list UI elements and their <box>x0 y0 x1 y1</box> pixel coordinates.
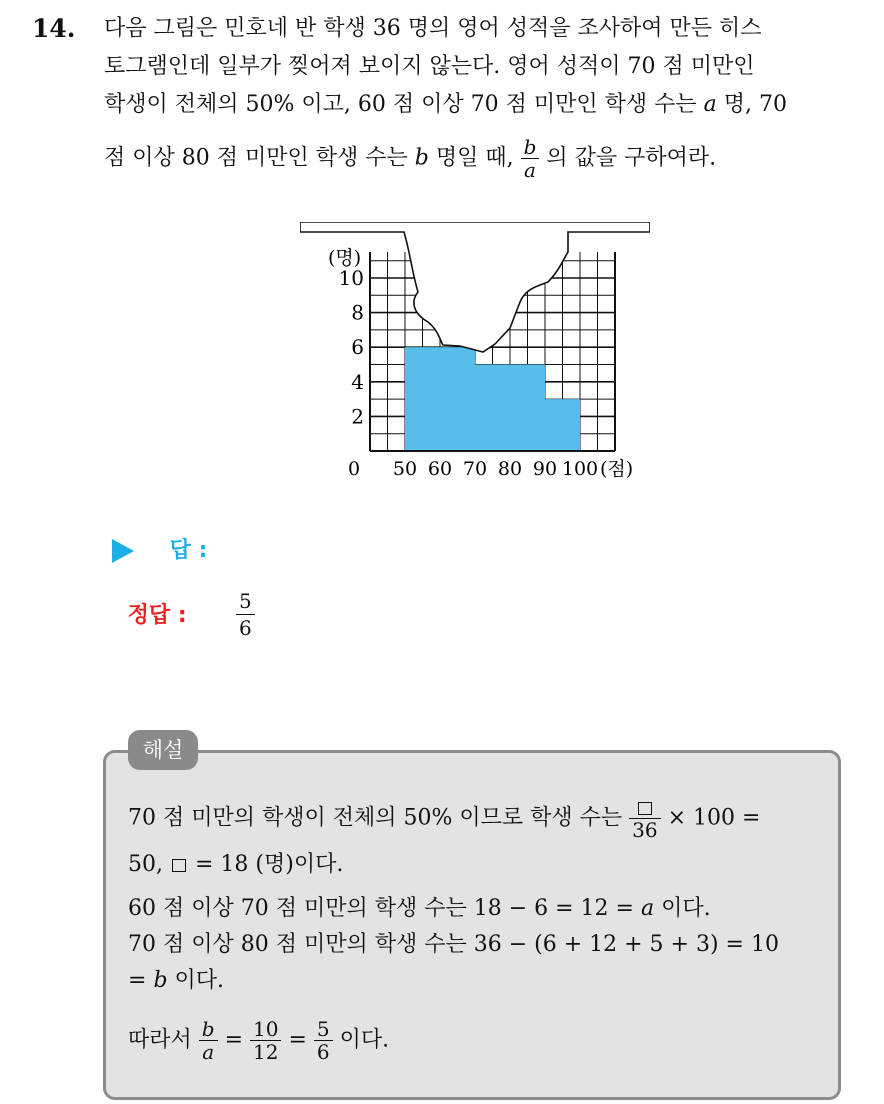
solution-text-2b: = 18 (명)이다. <box>195 852 344 877</box>
solution-text-3: 60 점 이상 70 점 미만의 학생 수는 18 − 6 = 12 = <box>128 896 634 921</box>
x-tick-label: 90 <box>532 458 558 480</box>
question-text-line-3 <box>104 90 787 120</box>
solution-tag: 해설 <box>128 730 198 770</box>
y-tick-label: 2 <box>351 404 364 429</box>
solution-variable-b: b <box>153 968 168 993</box>
solution-line-3 <box>128 894 711 924</box>
solution-line-4: 70 점 이상 80 점 미만의 학생 수는 36 − (6 + 12 + 5 + 3) = 10 <box>128 932 779 957</box>
solution-equals-2: = <box>288 1027 307 1053</box>
solution-text-1a: 70 점 미만의 학생이 전체의 50% 이므로 학생 수는 <box>128 805 623 831</box>
variable-a: a <box>703 92 717 117</box>
x-tick-label-0: 0 <box>347 458 361 480</box>
solution-text-6: 따라서 <box>128 1027 192 1053</box>
solution-fraction-5-6 <box>314 1018 333 1063</box>
x-tick-label: 100 <box>561 458 599 480</box>
solution-equals-1: = <box>224 1027 244 1053</box>
solution-text-5: = <box>128 968 147 993</box>
answer-row <box>112 533 207 564</box>
solution-variable-a: a <box>640 896 655 921</box>
blank-box-icon <box>172 859 186 872</box>
y-tick-label: 6 <box>351 335 364 360</box>
answer-label: 답 : <box>169 538 208 563</box>
solution-frac-num-b: b <box>199 1018 218 1041</box>
question-text-4a: 점 이상 80 점 미만인 학생 수는 <box>104 145 408 171</box>
solution-text-3-end: 이다. <box>661 896 711 921</box>
histogram-bar-70-80 <box>475 365 510 452</box>
solution-text-1b: × 100 = <box>667 805 761 831</box>
solution-fraction-10-12 <box>250 1018 281 1063</box>
question-text-4b: 명일 때, <box>435 145 514 171</box>
question-text-line-1: 다음 그림은 민호네 반 학생 36 명의 영어 성적을 조사하여 만든 히스 <box>104 16 762 41</box>
y-tick-label: 4 <box>351 369 364 394</box>
correct-answer-denominator: 6 <box>239 616 252 640</box>
histogram-bar-50-60 <box>405 347 440 451</box>
solution-frac-den-6: 6 <box>316 1040 330 1064</box>
question-text-line-2: 토그램인데 일부가 찢어져 보이지 않는다. 영어 성적이 70 점 미만인 <box>104 54 755 79</box>
blank-box-icon <box>638 802 652 815</box>
x-tick-label: 50 <box>392 458 418 480</box>
fraction-b-over-a <box>521 136 540 181</box>
solution-line-6 <box>128 1018 389 1063</box>
solution-fraction-b-a <box>199 1018 218 1063</box>
solution-frac-den-a: a <box>202 1040 215 1064</box>
question-number: 14. <box>32 14 76 43</box>
solution-frac-den-12: 12 <box>253 1040 279 1064</box>
solution-text-2a: 50, <box>128 852 163 877</box>
histogram-bar-90-100 <box>545 399 580 451</box>
correct-answer-numerator: 5 <box>236 588 255 615</box>
x-tick-label: 70 <box>462 458 488 480</box>
histogram-bar-80-90 <box>510 365 545 452</box>
histogram-bar-60-70 <box>440 347 475 451</box>
y-tick-label: 8 <box>351 300 364 325</box>
solution-text-5-end: 이다. <box>174 968 225 993</box>
x-axis-labels <box>348 458 633 480</box>
fraction-denominator: a <box>524 158 536 182</box>
y-axis-labels <box>328 247 364 428</box>
x-unit-label: (점) <box>600 458 634 480</box>
solution-den-36: 36 <box>632 818 658 842</box>
correct-answer-fraction <box>236 588 255 641</box>
solution-frac-num-5: 5 <box>314 1018 333 1041</box>
question-text-4c: 의 값을 구하여라. <box>546 145 717 171</box>
histogram-chart <box>300 222 650 484</box>
solution-line-1 <box>128 796 760 841</box>
fraction-numerator: b <box>521 136 540 159</box>
correct-answer-row <box>112 598 187 629</box>
solution-text-6-end: 이다. <box>339 1027 390 1053</box>
solution-line-5 <box>128 966 224 996</box>
y-tick-label: 10 <box>338 266 364 290</box>
box-numerator <box>629 796 660 819</box>
solution-frac-num-10: 10 <box>250 1018 281 1041</box>
play-triangle-icon <box>112 539 134 563</box>
question-text-3b: 명, 70 <box>723 92 787 117</box>
question-text-3a: 학생이 전체의 50% 이고, 60 점 이상 70 점 미만인 학생 수는 <box>104 92 697 117</box>
solution-fraction-box-36 <box>629 796 660 841</box>
solution-line-2 <box>128 850 343 880</box>
variable-b: b <box>414 145 429 171</box>
correct-answer-label: 정답 : <box>127 603 187 628</box>
x-tick-label: 80 <box>497 458 523 480</box>
question-text-line-4 <box>104 136 716 181</box>
x-tick-label: 60 <box>427 458 453 480</box>
y-unit-label: (명) <box>328 247 362 270</box>
